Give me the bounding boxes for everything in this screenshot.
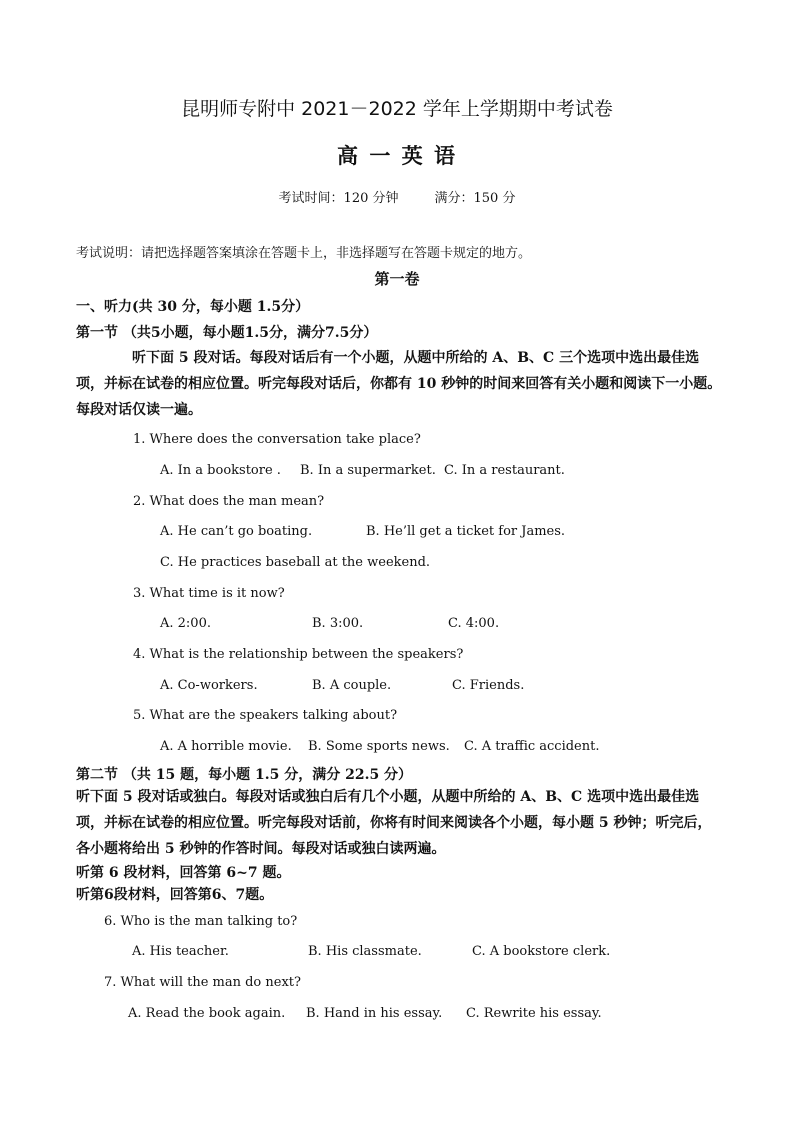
- question-3-options: [160, 616, 499, 631]
- option-c: C. Friends.: [452, 678, 525, 693]
- option-a: A. He can’t go boating.: [160, 524, 313, 539]
- question-2: 2. What does the man mean?: [133, 494, 325, 509]
- option-a: A. Read the book again.: [128, 1006, 286, 1021]
- exam-time: 考试时间：120 分钟: [278, 191, 399, 206]
- question-3: 3. What time is it now?: [133, 586, 285, 601]
- option-a: A. In a bookstore .: [160, 463, 281, 478]
- question-2-option-c: C. He practices baseball at the weekend.: [160, 555, 431, 570]
- option-a: A. 2:00.: [160, 616, 211, 631]
- question-6-options: [132, 944, 610, 959]
- option-c: C. A bookstore clerk.: [472, 944, 611, 959]
- instructions: 考试说明：请把选择题答案填涂在答题卡上，非选择题写在答题卡规定的地方。: [76, 246, 532, 261]
- option-b: B. In a supermarket.: [300, 463, 436, 478]
- option-b: B. He’ll get a ticket for James.: [366, 524, 566, 539]
- option-a: A. His teacher.: [132, 944, 229, 959]
- option-b: B. Hand in his essay.: [306, 1006, 443, 1021]
- option-a: A. Co-workers.: [160, 678, 258, 693]
- section2-note-1: 听第 6 段材料，回答第 6~7 题。: [76, 865, 291, 881]
- exam-meta: [0, 187, 794, 206]
- option-b: B. His classmate.: [308, 944, 422, 959]
- option-b: B. 3:00.: [312, 616, 364, 631]
- question-7: 7. What will the man do next?: [104, 975, 301, 990]
- option-c: C. A traffic accident.: [464, 739, 600, 754]
- question-5-options: [160, 739, 599, 754]
- volume-title: 第一卷: [374, 270, 420, 288]
- question-7-options: [128, 1006, 602, 1021]
- question-5: 5. What are the speakers talking about?: [133, 708, 398, 723]
- section1-directions: 听下面 5 段对话。每段对话后有一个小题，从题中所给的 A、B、C 三个选项中选出最佳选项，并标在试卷的相应位置。听完每段对话后，你都有 10 秒钟的时间来回答有关小题和阅读下一小题。每段对话仅读一遍。: [76, 350, 722, 418]
- section2-note-2: 听第6段材料，回答第6、7题。: [76, 887, 274, 903]
- option-b: B. A couple.: [312, 678, 392, 693]
- subject-title: 高 一 英 语: [337, 144, 457, 168]
- question-4-options: [160, 678, 524, 693]
- option-c: C. 4:00.: [448, 616, 500, 631]
- question-4: 4. What is the relationship between the speakers?: [133, 647, 464, 662]
- section1-heading: 第一节 （共5小题，每小题1.5分，满分7.5分）: [76, 325, 378, 341]
- section2-heading: 第二节 （共 15 题，每小题 1.5 分，满分 22.5 分）: [76, 767, 413, 783]
- question-2-options: [160, 524, 565, 539]
- question-6: 6. Who is the man talking to?: [104, 914, 298, 929]
- part1-heading: 一、听力(共 30 分，每小题 1.5分）: [76, 299, 310, 315]
- option-c: C. In a restaurant.: [444, 463, 565, 478]
- exam-title: 昆明师专附中 2021－2022 学年上学期期中考试卷: [181, 98, 613, 120]
- question-1-options: [160, 463, 565, 478]
- section2-directions: 听下面 5 段对话或独白。每段对话或独白后有几个小题，从题中所给的 A、B、C 选项中选出最佳选项，并标在试卷的相应位置。听完每段对话前，你将有时间来阅读各个小题，每小题 5 秒钟；听完后，各小题将给出 5 秒钟的作答时间。每段对话或独白读两遍。: [76, 789, 712, 857]
- option-b: B. Some sports news.: [308, 739, 450, 754]
- option-c: C. Rewrite his essay.: [466, 1006, 602, 1021]
- full-score: 满分：150 分: [434, 191, 516, 206]
- option-a: A. A horrible movie.: [160, 739, 292, 754]
- question-1: 1. Where does the conversation take place?: [133, 432, 421, 447]
